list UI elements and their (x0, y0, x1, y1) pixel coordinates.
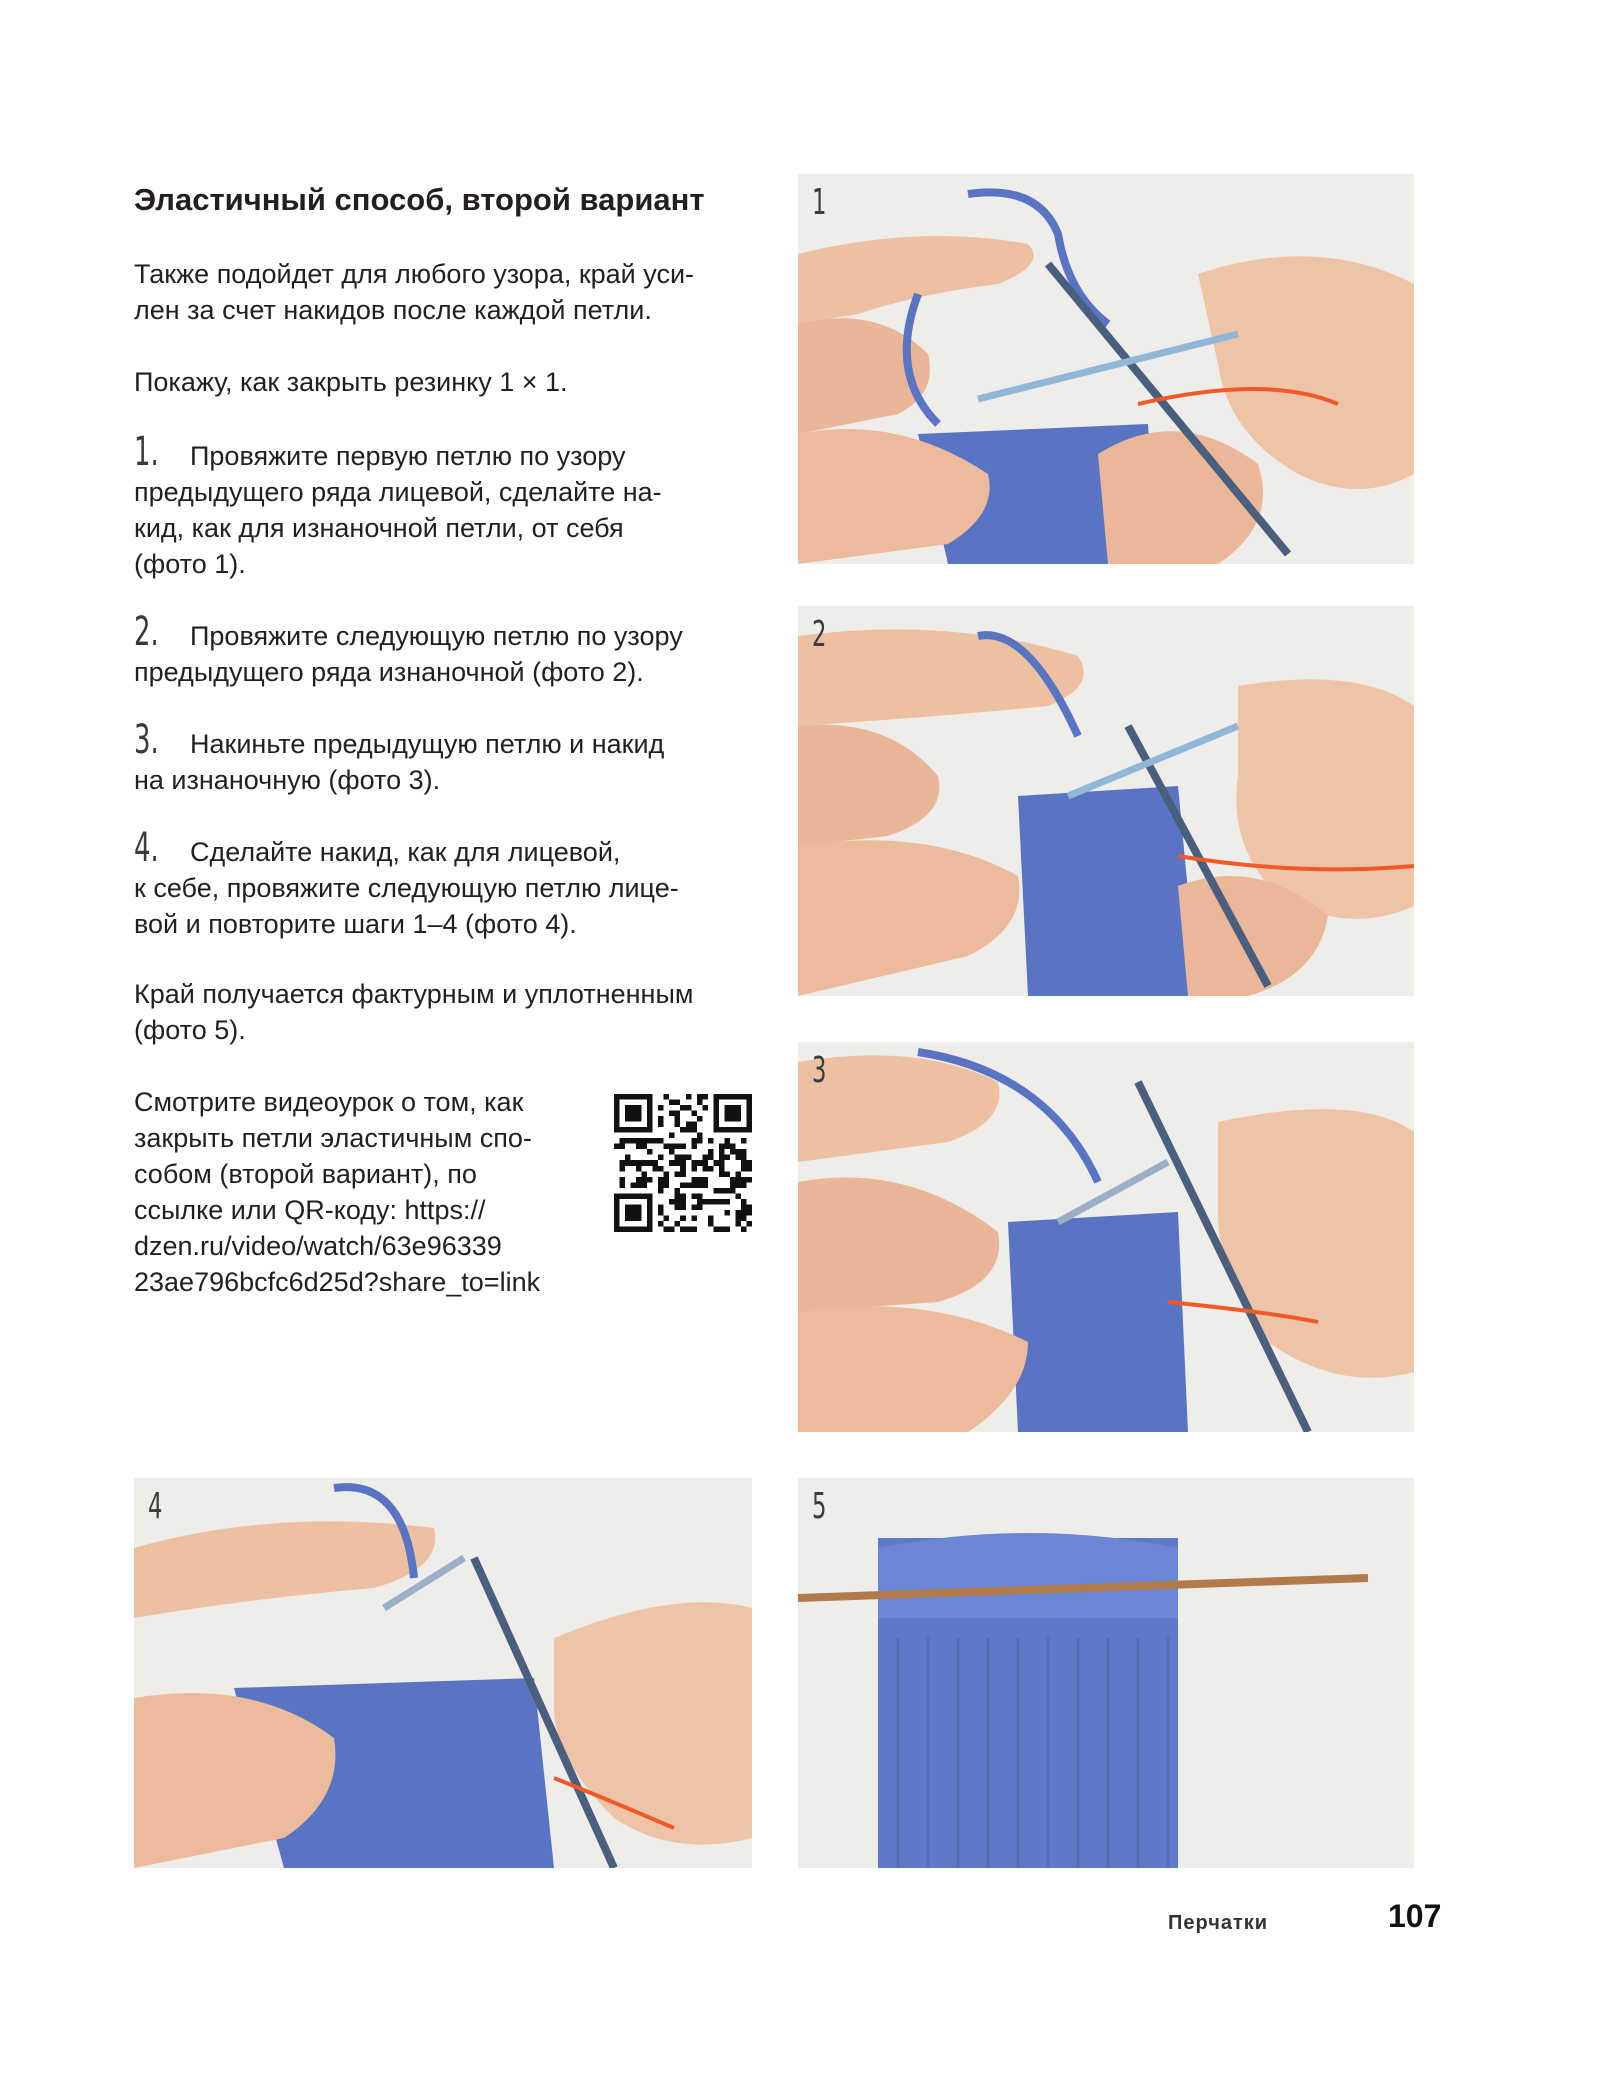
photo-label: 1 (812, 182, 827, 223)
step-number: 4. (134, 825, 159, 871)
running-footer-section: Перчатки (1168, 1912, 1269, 1934)
photo-1 (798, 174, 1414, 564)
example-text: Покажу, как закрыть резинку 1 × 1. (134, 367, 568, 397)
step-text-rest: на изнаночную (фото 3). (134, 765, 441, 795)
step-text-first: Накиньте предыдущую петлю и накид (190, 729, 665, 759)
photo-label: 3 (812, 1050, 827, 1091)
step-4 (134, 825, 764, 942)
step-3 (134, 717, 764, 798)
step-text-first: Провяжите первую петлю по узору (190, 441, 626, 471)
step-text-first: Сделайте накид, как для лицевой, (190, 837, 621, 867)
video-link-text: Смотрите видеоурок о том, как закрыть петли эластичным спо- собом (второй вариант), по ссылке или QR-коду: https:// dzen.ru/video/watch/63e96339 23ae796bcfc6d25d?share_to=link (134, 1087, 541, 1297)
step-text-rest: предыдущего ряда лицевой, сделайте на- кид, как для изнаночной петли, от себя (фото 1). (134, 477, 662, 579)
section-title: Эластичный способ, второй вариант (134, 182, 705, 217)
step-2 (134, 609, 764, 690)
step-text-rest: к себе, провяжите следующую петлю лице- вой и повторите шаги 1–4 (фото 4). (134, 873, 679, 939)
knitting-photo-5 (798, 1478, 1414, 1868)
step-text-first: Провяжите следующую петлю по узору (190, 621, 683, 651)
photo-label: 5 (812, 1486, 827, 1527)
step-number: 2. (134, 609, 159, 655)
step-number: 1. (134, 429, 159, 475)
knitting-photo-1 (798, 174, 1414, 564)
knitting-photo-4 (134, 1478, 752, 1868)
photo-label: 2 (812, 614, 827, 655)
step-number: 3. (134, 717, 159, 763)
knitting-photo-3 (798, 1042, 1414, 1432)
result-text: Край получается фактурным и уплотненным (фото 5). (134, 979, 694, 1045)
step-1 (134, 429, 764, 582)
photo-label: 4 (148, 1486, 163, 1527)
photo-2 (798, 606, 1414, 996)
photo-5 (798, 1478, 1414, 1868)
step-text-rest: предыдущего ряда изнаночной (фото 2). (134, 657, 644, 687)
intro-text: Также подойдет для любого узора, край уси- лен за счет накидов после каждой петли. (134, 259, 695, 325)
knitting-photo-2 (798, 606, 1414, 996)
photo-3 (798, 1042, 1414, 1432)
page-number: 107 (1388, 1898, 1442, 1934)
qr-code[interactable] (614, 1094, 752, 1232)
photo-4 (134, 1478, 752, 1868)
